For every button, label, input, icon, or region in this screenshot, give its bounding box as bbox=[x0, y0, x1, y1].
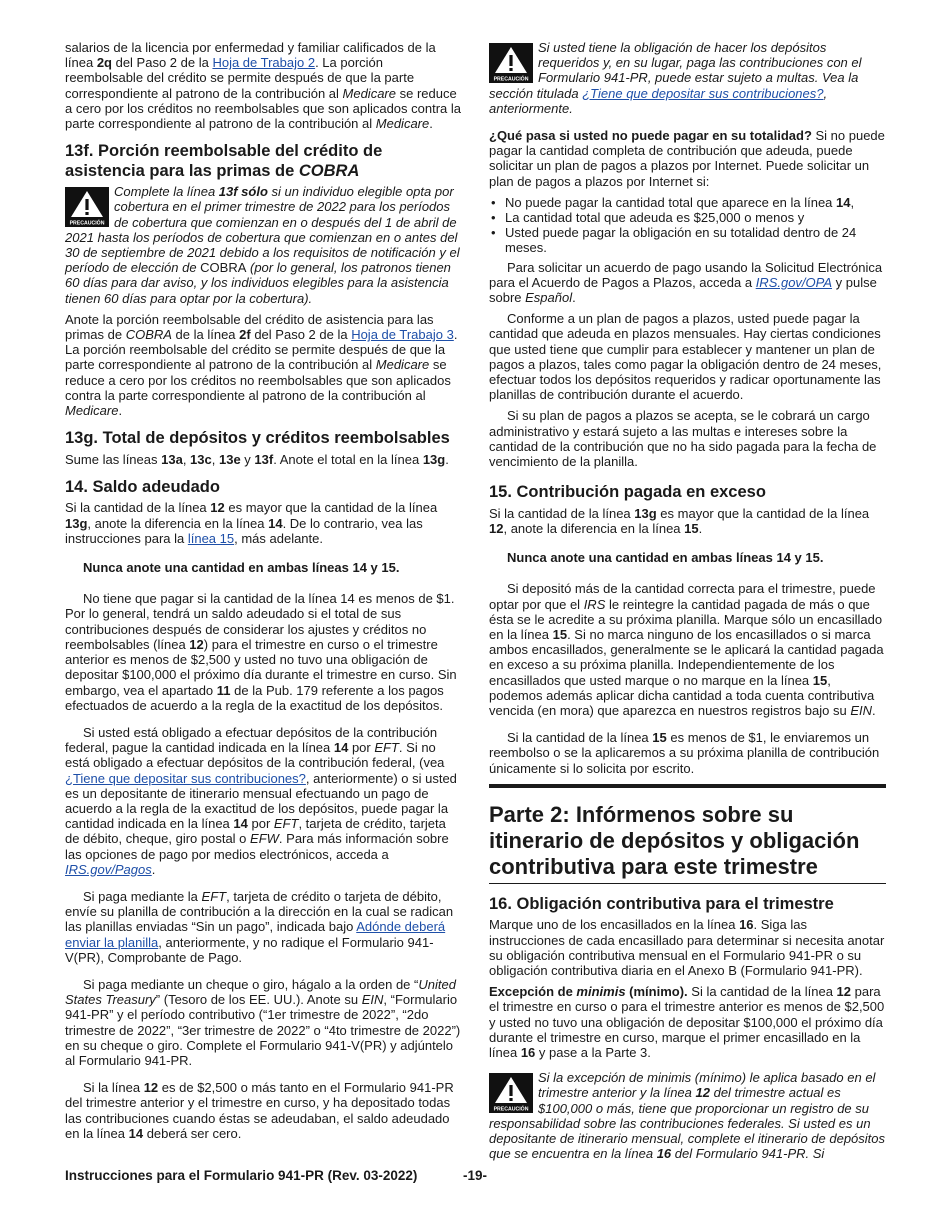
part-2-divider bbox=[489, 784, 886, 788]
link-where-to-file[interactable]: Adónde deberá enviar la planilla bbox=[65, 919, 446, 950]
link-deposit-taxes[interactable]: ¿Tiene que depositar sus contribuciones? bbox=[65, 770, 306, 786]
never-both-lines-note: Nunca anote una cantidad en ambas líneas 14 y 15. bbox=[83, 560, 400, 576]
paragraph-15a: Si la cantidad de la línea 13g es mayor que la cantidad de la línea 12, anote la diferencia en la línea 15. bbox=[489, 505, 870, 536]
heading-15: 15. Contribución pagada en exceso bbox=[489, 483, 766, 502]
footer-title: Instrucciones para el Formulario 941-PR (Rev. 03-2022) bbox=[65, 1168, 418, 1183]
paragraph-plan-accepted: Si su plan de pagos a plazos se acepta, se le cobrará un cargo administrativo y estará sujeto a las multas e intereses sobre la cantidad de la contribución que no ha sido pagada para la fecha de vencimiento de la planilla. bbox=[489, 408, 877, 470]
paragraph-13e-continued: salarios de la licencia por enfermedad y familiar calificados de la línea 2q del Paso 2 de la Hoja de Trabajo 2. La porción reembolsable del crédito se permite después de que la parte correspondiente al patrono de la contribución al Medicare se reduce a cero por los créditos no reembolsables que son aplicados contra la parte correspondiente al patrono de la contribución al Medicare. bbox=[65, 40, 462, 132]
list-item: • No puede pagar la cantidad total que aparece en la línea 14, bbox=[489, 195, 886, 210]
link-irs-opa[interactable]: IRS.gov/OPA bbox=[755, 274, 833, 290]
svg-text:PRECAUCIÓN: PRECAUCIÓN bbox=[493, 76, 529, 83]
paragraph-opa: Para solicitar un acuerdo de pago usando la Solicitud Electrónica para el Acuerdo de Pagos a Plazos, acceda a IRS.gov/OPA y pulse sobre Español. bbox=[489, 259, 883, 306]
paragraph-14b: No tiene que pagar si la cantidad de la línea 14 es menos de $1. Por lo general, tendrá un saldo adeudado si el total de sus contribuciones después de considerar los ajustes y créditos no reembolsables (línea 12) para el trimestre en curso o el trimestre anterior es menos de $2,500 y usted no tuvo una obligación de depositar $100,000 el próximo día durante el trimestre en curso. Sin embargo, vea el apartado 11 de la Pub. 179 referente a los pagos efectuados de acuerdo a la regla de la exactitud de los depósitos. bbox=[65, 591, 457, 713]
list-item: • Usted puede pagar la obligación en su totalidad dentro de 24 meses. bbox=[489, 225, 886, 255]
heading-16: 16. Obligación contributiva para el trimestre bbox=[489, 894, 834, 913]
right-column bbox=[489, 40, 886, 1167]
paragraph-14e: Si paga mediante un cheque o giro, hágalo a la orden de “United States Treasury” (Tesoro de los EE. UU.). Anote su EIN, “Formulario 941-PR” y el período contributivo (“1er trimestre de 2022”, “2do trimestre de 2022”, “3er trimestre de 2022” o “4to trimestre de 2022”) en su cheque o giro. Complete el Formulario 941-V(PR) y adjúntelo al Formulario 941-PR. bbox=[65, 976, 461, 1068]
never-both-lines-note-2: Nunca anote una cantidad en ambas líneas 14 y 15. bbox=[507, 550, 824, 566]
paragraph-14f: Si la línea 12 es de $2,500 o más tanto en el Formulario 941-PR del trimestre anterior y el trimestre en curso, y ha depositado todas las contribuciones cuando éstas se adeudaban, el saldo adeudado en la línea 14 deberá ser cero. bbox=[65, 1080, 454, 1141]
caution-deposits: PRECAUCIÓN Si usted tiene la obligación de hacer los depósitos requeridos y, en su lugar, paga las contribuciones con el Formulario 941-PR, puede estar sujeto a multas. Vea la sección titulada ¿Tiene que depositar sus contribuciones?, anteriormente. bbox=[489, 40, 862, 116]
link-irs-pagos[interactable]: IRS.gov/Pagos bbox=[65, 861, 152, 877]
installment-conditions-list bbox=[489, 195, 886, 256]
heading-13g: 13g. Total de depósitos y créditos reembolsables bbox=[65, 429, 450, 448]
paragraph-de-minimis: Excepción de minimis (mínimo). Si la cantidad de la línea 12 para el trimestre en curso o para el trimestre anterior es menos de $2,500 y usted no tuvo una obligación de depositar $100,000 el próximo día durante el trimestre en curso, marque el primer encasillado en la línea 16 y pase a la Parte 3. bbox=[489, 984, 885, 1060]
caution-icon bbox=[489, 43, 533, 83]
paragraph-15c: Si la cantidad de la línea 15 es menos de $1, le enviaremos un reembolso o se la aplicaremos a su próxima planilla de contribución únicamente si lo solicita por escrito. bbox=[489, 730, 880, 776]
paragraph-15b: Si depositó más de la cantidad correcta para el trimestre, puede optar por que el IRS le reintegre la cantidad pagada de más o que ésta se le acredite a su próxima planilla. Marque sólo un encasillado en la línea 15. Si no marca ninguno de los encasillados o si marca ambos encasillados, generalmente se le aplicará la cantidad pagada en exceso a su próxima planilla. Independientemente de los encasillados que usted marque o no marque en la línea 15, podemos además aplicar dicha cantidad a toda cuenta contributiva vencida (en mora) que aparezca en nuestros registros bajo su EIN. bbox=[489, 581, 884, 719]
paragraph-13g: Sume las líneas 13a, 13c, 13e y 13f. Anote el total en la línea 13g. bbox=[65, 451, 449, 467]
page-number: -19- bbox=[463, 1168, 488, 1183]
paragraph-14a: Si la cantidad de la línea 12 es mayor que la cantidad de la línea 13g, anote la diferencia en la línea 14. De lo contrario, vea las instrucciones para la línea 15, más adelante. bbox=[65, 500, 438, 546]
paragraph-14c: Si usted está obligado a efectuar depósitos de la contribución federal, pague la cantidad indicada en la línea 14 por EFT. Si no está obligado a efectuar depósitos de la contribución federal, (vea ¿Tiene que depositar sus contribuciones?, anteriormente) o si usted es un depositante de itinerario mensual efectuando un pago de acuerdo a la regla de la exactitud de los depósitos, puede pagar la cantidad indicada en la línea 14 por EFT, tarjeta de crédito, tarjeta de débito, cheque, giro postal o EFW. Para más información sobre las opciones de pago por medios electrónicos, acceda a IRS.gov/Pagos. bbox=[65, 724, 457, 877]
svg-text:PRECAUCIÓN: PRECAUCIÓN bbox=[69, 220, 105, 227]
link-deposit-taxes-2[interactable]: ¿Tiene que depositar sus contribuciones? bbox=[582, 85, 824, 101]
paragraph-14d: Si paga mediante la EFT, tarjeta de crédito o tarjeta de débito, envíe su planilla de contribución a la dirección en la cual se radican las planillas enviadas “Sin un pago”, indicada bajo Adónde deberá enviar la planilla, anteriormente, y no radique el Formulario 941-V(PR), Comprobante de Pago. bbox=[65, 888, 454, 965]
heading-13f: 13f. Porción reembolsable del crédito de asistencia para las primas de COBRA bbox=[65, 142, 383, 180]
paragraph-cannot-pay: ¿Qué pasa si usted no puede pagar en su totalidad? Si no puede pagar la cantidad completa de contribución que adeuda, puede solicitar un plan de pagos a plazos por Internet. Puede solicitar un plan de pagos a plazos por Internet si: bbox=[489, 128, 885, 189]
link-worksheet-2[interactable]: Hoja de Trabajo 2 bbox=[212, 55, 316, 71]
paragraph-16: Marque uno de los encasillados en la línea 16. Siga las instrucciones de cada encasillado para determinar si necesita anotar su obligación contributiva mensual en el Formulario 941-PR o su obligación contributiva diaria en el Anexo B (Formulario 941-PR). bbox=[489, 917, 885, 978]
caution-icon bbox=[489, 1073, 533, 1113]
part-2-title: Parte 2: Infórmenos sobre su itinerario de depósitos y obligación contributiva para este trimestre bbox=[489, 802, 886, 884]
paragraph-installment-plan: Conforme a un plan de pagos a plazos, usted puede pagar la cantidad que adeuda en plazos mensuales. Hay ciertas condiciones que usted tiene que cumplir para establecer y mantener un plan de pagos a plazos, tales como pagar la obligación dentro de 24 meses, efectuar todos los depósitos requeridos y radicar oportunamente las planillas de contribución durante el acuerdo. bbox=[489, 311, 882, 403]
caution-icon bbox=[65, 187, 109, 227]
svg-text:PRECAUCIÓN: PRECAUCIÓN bbox=[493, 1106, 529, 1113]
heading-14: 14. Saldo adeudado bbox=[65, 477, 220, 496]
left-column bbox=[65, 40, 462, 1147]
caution-13f: PRECAUCIÓN Complete la línea 13f sólo si un individuo elegible opta por cobertura en el primer trimestre de 2022 para los períodos de cobertura que comienzan en o después del 1 de abril de 2021 hasta los períodos de cobertura que comienzan en o antes del 30 de septiembre de 2021 debido a los requisitos de notificación y el período de elección de COBRA (por lo general, los patronos tienen 60 días para dar aviso, y los individuos elegibles para la asistencia tienen 60 días para optar por la cobertura). bbox=[65, 184, 460, 306]
list-item: • La cantidad total que adeuda es $25,000 o menos y bbox=[489, 210, 886, 225]
link-worksheet-3[interactable]: Hoja de Trabajo 3 bbox=[351, 327, 454, 343]
link-line-15[interactable]: línea 15 bbox=[187, 530, 235, 546]
paragraph-13f: Anote la porción reembolsable del crédito de asistencia para las primas de COBRA de la línea 2f del Paso 2 de la Hoja de Trabajo 3. La porción reembolsable del crédito se permite después de que la parte correspondiente al patrono de la contribución al Medicare se reduce a cero por los créditos no reembolsables que son aplicados contra la parte correspondiente al patrono de la contribución al Medicare. bbox=[65, 311, 458, 419]
caution-de-minimis: PRECAUCIÓN Si la excepción de minimis (mínimo) le aplica basado en el trimestre anterior y la línea 12 del trimestre actual es $100,000 o más, tiene que proporcionar un registro de su responsabilidad sobre las contribuciones federales. Si usted es un depositante de itinerario mensual, complete el itinerario de depósitos que se encuentra en la línea 16 del Formulario 941-PR. Si bbox=[489, 1070, 886, 1162]
